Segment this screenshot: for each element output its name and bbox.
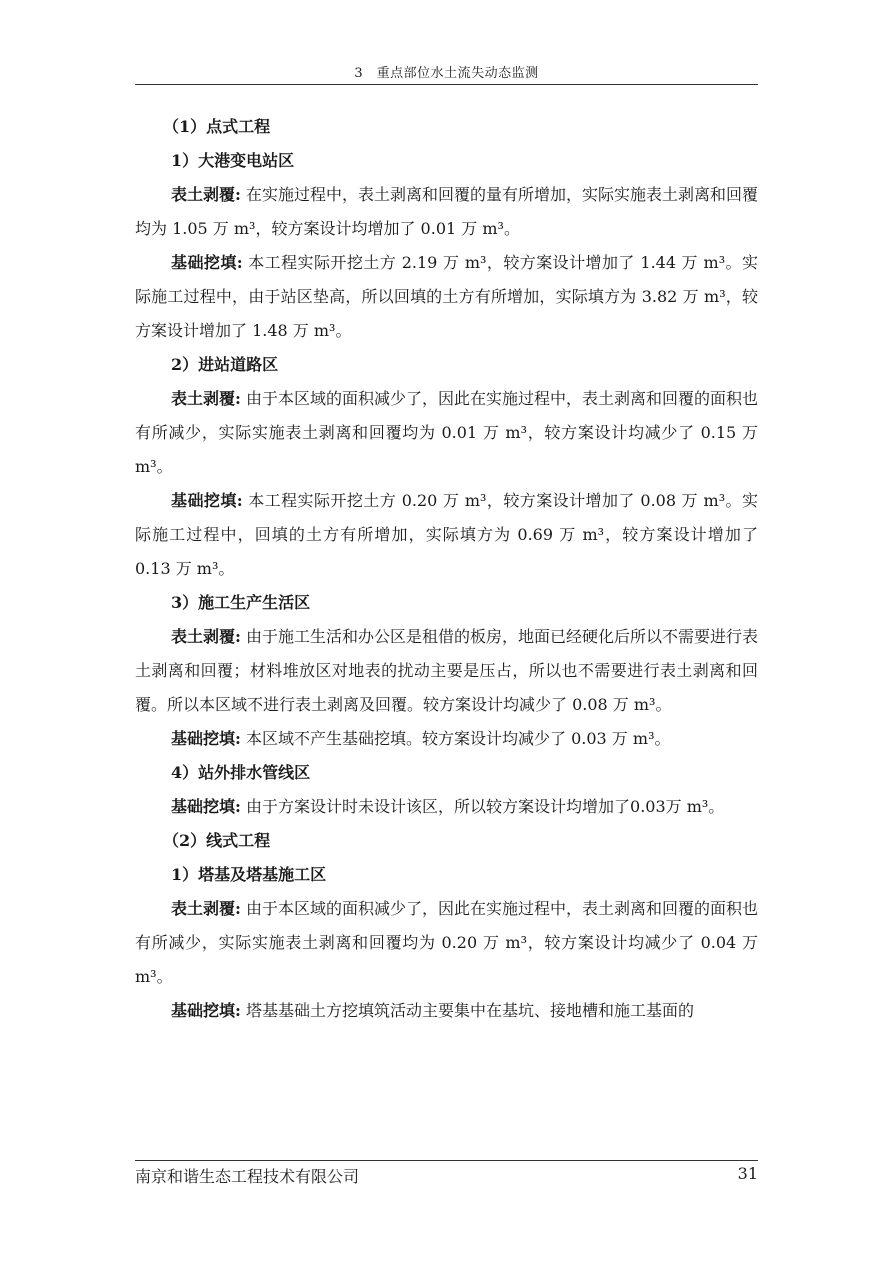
paragraph: [135, 722, 758, 756]
paragraph: [135, 994, 758, 1028]
paragraph-text: 由于本区域的面积减少了，因此在实施过程中，表土剥离和回覆的面积也有所减少，实际实施表土剥离和回覆均为 0.20 万 m³，较方案设计均减少了 0.04 万 m³。: [135, 899, 759, 986]
document-body: [135, 110, 758, 1028]
paragraph-lead: 基础挖填:: [171, 253, 243, 272]
paragraph: [135, 620, 758, 722]
paragraph-text: 由于本区域的面积减少了，因此在实施过程中，表土剥离和回覆的面积也有所减少，实际实施表土剥离和回覆均为 0.01 万 m³，较方案设计均减少了 0.15 万 m³。: [135, 389, 759, 476]
page-number: 31: [737, 1164, 758, 1183]
subsection-heading: 1）塔基及塔基施工区: [171, 865, 327, 884]
paragraph-lead: 基础挖填:: [171, 729, 241, 748]
paragraph-text: 本区域不产生基础挖填。较方案设计均减少了 0.03 万 m³。: [240, 729, 671, 748]
paragraph: [135, 790, 758, 824]
subsection-heading: 3）施工生产生活区: [171, 593, 311, 612]
paragraph-text: 本工程实际开挖土方 2.19 万 m³，较方案设计增加了 1.44 万 m³。实际施工过程中，由于站区垫高，所以回填的土方有所增加，实际填方为 3.82 万 m³，较方案设计增加了 1.48 万 m³。: [135, 253, 758, 340]
section-heading: （2）线式工程: [163, 831, 271, 850]
subsection-heading: 4）站外排水管线区: [171, 763, 311, 782]
section-heading: （1）点式工程: [163, 117, 271, 136]
paragraph-lead: 表土剥覆:: [171, 185, 241, 204]
paragraph: [135, 178, 758, 246]
paragraph-text: 在实施过程中，表土剥离和回覆的量有所增加，实际实施表土剥离和回覆均为 1.05 万 m³，较方案设计均增加了 0.01 万 m³。: [135, 185, 759, 238]
paragraph-lead: 基础挖填:: [171, 797, 241, 816]
paragraph-text: 本工程实际开挖土方 0.20 万 m³，较方案设计增加了 0.08 万 m³。实际施工过程中，回填的土方有所增加，实际填方为 0.69 万 m³，较方案设计增加了 0.13 万 m³。: [135, 491, 758, 578]
footer-divider: [135, 1160, 758, 1161]
paragraph-lead: 表土剥覆:: [171, 899, 241, 918]
header-divider: [135, 84, 758, 85]
paragraph-lead: 基础挖填:: [171, 491, 243, 510]
paragraph-text: 由于施工生活和办公区是租借的板房，地面已经硬化后所以不需要进行表土剥离和回覆；材料堆放区对地表的扰动主要是压占，所以也不需要进行表土剥离和回覆。所以本区域不进行表土剥离及回覆。较方案设计均减少了 0.08 万 m³。: [135, 627, 759, 714]
paragraph: [135, 246, 758, 348]
paragraph-lead: 基础挖填:: [171, 1001, 241, 1020]
paragraph: [135, 484, 758, 586]
paragraph: [135, 892, 758, 994]
page-header: 3 重点部位水土流失动态监测: [354, 66, 539, 81]
footer-company: 南京和谐生态工程技术有限公司: [135, 1167, 360, 1186]
paragraph-lead: 表土剥覆:: [171, 389, 241, 408]
paragraph-lead: 表土剥覆:: [171, 627, 241, 646]
paragraph-text: 塔基基础土方挖填筑活动主要集中在基坑、接地槽和施工基面的: [240, 1001, 695, 1020]
paragraph-text: 由于方案设计时未设计该区，所以较方案设计均增加了0.03万 m³。: [240, 797, 725, 816]
subsection-heading: 2）进站道路区: [171, 355, 279, 374]
subsection-heading: 1）大港变电站区: [171, 151, 295, 170]
paragraph: [135, 382, 758, 484]
